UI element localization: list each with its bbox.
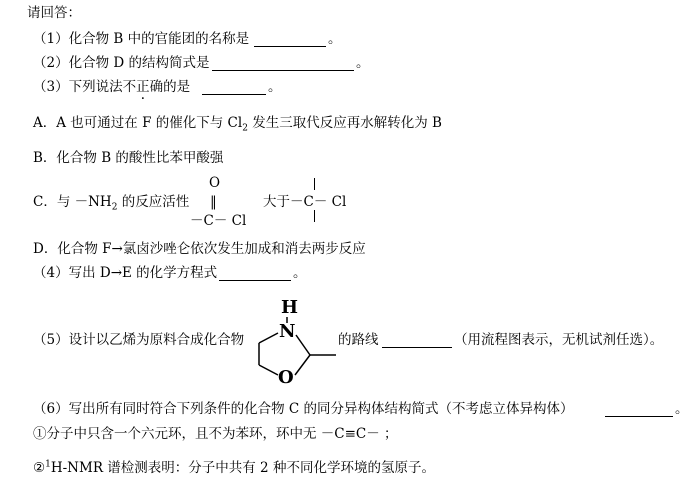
condition-1: ①分子中只含一个六元环，且不为苯环，环中无 －C≡C－ ； [33,426,398,442]
q4-text: 写出 D→E 的化学方程式 [68,265,218,281]
option-c-sub: 2 [111,202,118,213]
q1-answer-blank[interactable] [254,46,326,47]
condition-2 [33,459,435,477]
acyl-o-atom: O [209,175,221,191]
acyl-double-bond: ‖ [210,194,217,210]
option-a-post: 发生三取代反应再水解转化为 B [247,115,442,131]
q2-end: 。 [356,55,370,71]
option-c-pre: C．与 －NH [33,194,112,210]
option-a-pre: A．A 也可通过在 F 的催化下与 Cl [33,115,243,131]
ring-o-atom: O [278,367,294,387]
ring-h-atom: H [281,297,299,318]
question-intro: 请回答： [27,5,81,21]
option-a-sub: 2 [242,123,248,134]
condition-2-post: H-NMR 谱检测表明：分子中共有 2 种不同化学环境的氢原子。 [50,460,435,476]
alkyl-upper-bond [314,178,315,190]
alkyl-chloride-structure [290,178,360,222]
question-2 [33,54,210,72]
bond-c5-o [259,365,278,375]
q6-text: 写出所有同时符合下列条件的化合物 C 的同分异构体结构简式（不考虑立体异构体） [68,401,574,417]
q5-answer-blank[interactable] [382,347,452,348]
acyl-carbon-chain: －C－ Cl [190,213,247,229]
bond-n-c4 [259,333,278,343]
q3-emphasis: 不正确 [122,79,164,95]
alkyl-lower-bond [314,210,315,222]
question-6 [33,400,574,418]
option-c[interactable] [33,193,189,211]
q3-end: 。 [268,79,282,95]
q5-pre: 设计以乙烯为原料合成化合物 [68,332,245,348]
question-4 [33,264,217,282]
option-a[interactable] [33,114,442,132]
bond-o-c2 [295,355,310,375]
q1-end: 。 [328,31,342,47]
oxazolidine-structure [248,295,338,387]
q6-number: （6） [33,401,69,417]
q1-text: 化合物 B 中的官能团的名称是 [68,31,250,47]
question-1 [33,30,249,48]
q6-answer-blank[interactable] [605,416,673,417]
q2-text: 化合物 D 的结构简式是 [68,55,210,71]
option-c-post: 的反应活性 [117,194,190,210]
bond-c2-n [296,335,310,355]
option-c-compare: 大于 [263,194,290,210]
option-b[interactable]: B．化合物 B 的酸性比苯甲酸强 [33,150,224,166]
q1-number: （1） [33,31,69,47]
q4-end: 。 [293,265,307,281]
q3-post: 的是 [163,79,191,95]
q2-number: （2） [33,55,69,71]
q3-number: （3） [33,79,69,95]
question-5 [33,331,244,349]
q3-pre: 下列说法 [68,79,123,95]
q5-post: 的路线 [338,332,379,348]
q6-end: 。 [675,401,689,417]
condition-2-pre: ② [33,460,46,476]
alkyl-carbon-chain: －C－ Cl [290,194,347,210]
q4-number: （4） [33,265,69,281]
q3-answer-blank[interactable] [202,94,266,95]
condition-2-sup: 1 [45,459,51,470]
q5-number: （5） [33,332,69,348]
acyl-chloride-structure [190,174,260,234]
q4-answer-blank[interactable] [219,280,291,281]
q5-end: （用流程图表示，无机试剂任选）。 [454,332,664,348]
ring-n-atom: N [279,321,296,342]
question-3 [33,78,190,96]
option-d[interactable]: D．化合物 F→氯卤沙唑仑依次发生加成和消去两步反应 [33,241,366,257]
q2-answer-blank[interactable] [212,70,354,71]
